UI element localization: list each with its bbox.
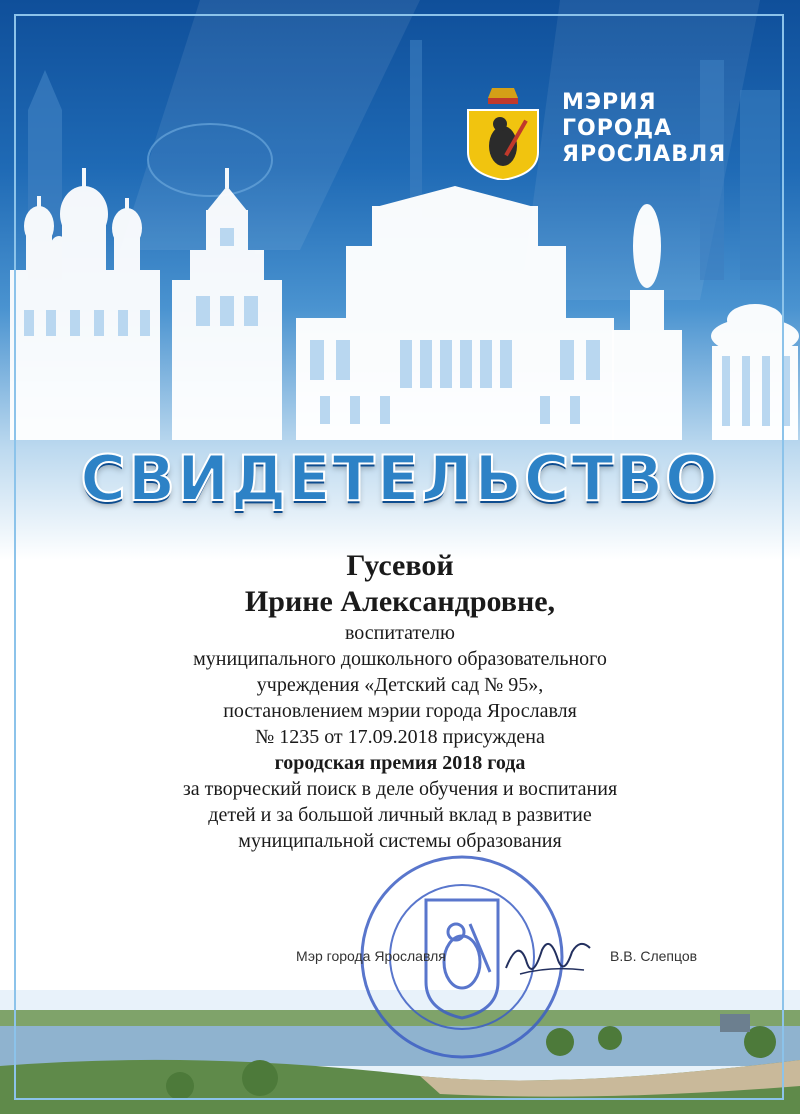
logo-line-3: ЯРОСЛАВЛЯ <box>562 142 727 167</box>
mayoralty-name <box>562 90 726 168</box>
body-line-7: детей и за большой личный вклад в развитие <box>208 804 592 826</box>
signatory-name: В.В. Слепцов <box>610 948 698 964</box>
body-line-6: за творческий поиск в деле обучения и воспитания <box>182 778 618 800</box>
body-line-3: учреждения «Детский сад № 95», <box>256 674 544 696</box>
body-line-4: постановлением мэрии города Ярославля <box>223 700 577 722</box>
logo-line-1: МЭРИЯ <box>562 90 657 115</box>
body-line-1: воспитателю <box>345 622 455 644</box>
recipient-surname: Гусевой <box>346 549 454 582</box>
handwritten-signature <box>500 930 596 990</box>
body-line-8: муниципальной системы образования <box>238 830 562 852</box>
body-line-5: № 1235 от 17.09.2018 присуждена <box>255 726 545 748</box>
recipient-given-names: Ирине Александровне, <box>244 585 556 618</box>
signatory-position: Мэр города Ярославля <box>296 948 446 964</box>
certificate-title: СВИДЕТЕЛЬСТВО <box>80 442 720 515</box>
mayoralty-logo <box>466 52 766 182</box>
logo-line-2: ГОРОДА <box>562 116 673 141</box>
yaroslavl-coat-of-arms-icon <box>466 88 540 180</box>
award-line: городская премия 2018 года <box>274 752 526 774</box>
certificate-body <box>0 548 800 854</box>
body-line-2: муниципального дошкольного образовательного <box>193 648 607 670</box>
